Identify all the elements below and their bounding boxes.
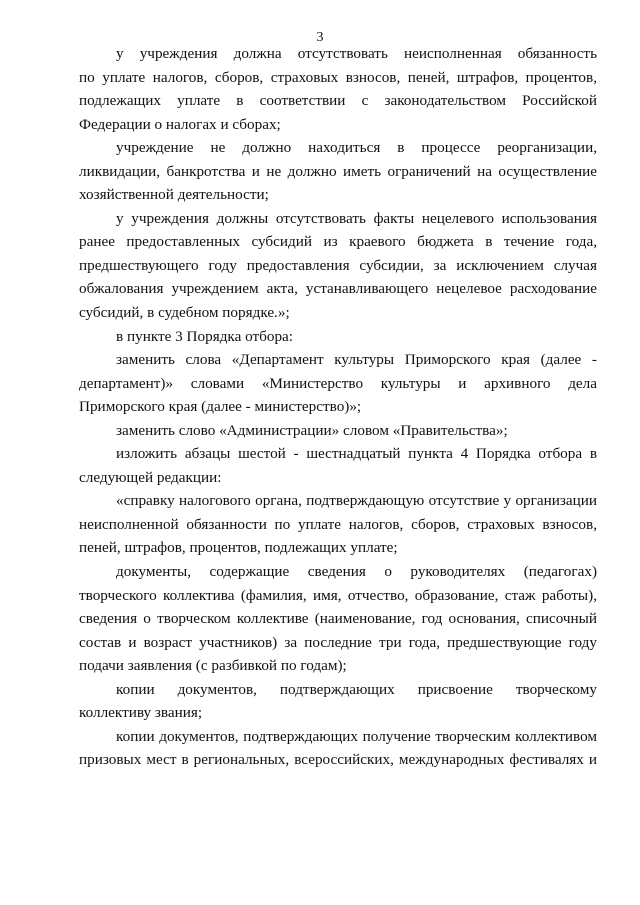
text-line: Приморского края (далее - министерство)»; <box>79 398 362 416</box>
text-line: подлежащих уплате в соответствии с законодательством Российской <box>79 92 597 110</box>
paragraph <box>79 725 597 772</box>
text-line: департамент)» словами «Министерство культуры и архивного дела <box>79 374 597 392</box>
text-line: ранее предоставленных субсидий из краевого бюджета в течение года, <box>79 233 597 251</box>
text-line: состав и возраст участников) за последние три года, предшествующие году <box>79 633 597 651</box>
text-line: неисполненной обязанности по уплате налогов, сборов, страховых взносов, <box>79 515 597 533</box>
text-line: у учреждения должна отсутствовать неисполненная обязанность <box>116 45 597 62</box>
text-line: ликвидации, банкротства и не должно иметь ограничений на осуществление <box>79 162 597 180</box>
text-line: «справку налогового органа, подтверждающую отсутствие у организации <box>116 492 597 510</box>
text-line: коллективу звания; <box>79 704 203 722</box>
text-line: подачи заявления (с разбивкой по годам); <box>79 657 347 675</box>
text-line: обжалования учреждением акта, устанавливающего нецелевое расходование <box>79 280 597 298</box>
text-line: по уплате налогов, сборов, страховых взносов, пеней, штрафов, процентов, <box>79 68 597 86</box>
paragraph <box>79 678 597 725</box>
text-line: Федерации о налогах и сборах; <box>79 115 281 133</box>
text-line: призовых мест в региональных, всероссийских, международных фестивалях и <box>79 751 597 769</box>
text-line: субсидий, в судебном порядке.»; <box>79 304 290 322</box>
text-line: копии документов, подтверждающих присвоение творческому <box>116 680 597 698</box>
paragraph <box>79 42 597 136</box>
document-body <box>79 42 597 772</box>
text-line: копии документов, подтверждающих получение творческим коллективом <box>116 727 597 745</box>
paragraph <box>79 442 597 489</box>
text-line: документы, содержащие сведения о руководителях (педагогах) <box>116 563 597 581</box>
text-line: у учреждения должны отсутствовать факты нецелевого использования <box>116 209 597 227</box>
paragraph <box>79 489 597 560</box>
paragraph <box>79 325 597 349</box>
text-line: заменить слово «Администрации» словом «Правительства»; <box>116 421 508 439</box>
page-number: 3 <box>316 30 324 45</box>
text-line: следующей редакции: <box>79 468 222 486</box>
paragraph <box>79 419 597 443</box>
text-line: изложить абзацы шестой - шестнадцатый пункта 4 Порядка отбора в <box>116 445 597 463</box>
text-line: хозяйственной деятельности; <box>79 186 269 204</box>
paragraph <box>79 136 597 207</box>
text-line: заменить слова «Департамент культуры Приморского края (далее - <box>116 351 597 369</box>
paragraph <box>79 207 597 325</box>
paragraph <box>79 348 597 419</box>
text-line: учреждение не должно находиться в процессе реорганизации, <box>116 139 597 157</box>
text-line: творческого коллектива (фамилия, имя, отчество, образование, стаж работы), <box>79 586 597 604</box>
text-line: предшествующего году предоставления субсидии, за исключением случая <box>79 256 597 274</box>
text-line: в пункте 3 Порядка отбора: <box>116 327 294 345</box>
paragraph <box>79 560 597 678</box>
text-line: пеней, штрафов, процентов, подлежащих уплате; <box>79 539 398 557</box>
text-line: сведения о творческом коллективе (наименование, год основания, списочный <box>79 610 597 628</box>
